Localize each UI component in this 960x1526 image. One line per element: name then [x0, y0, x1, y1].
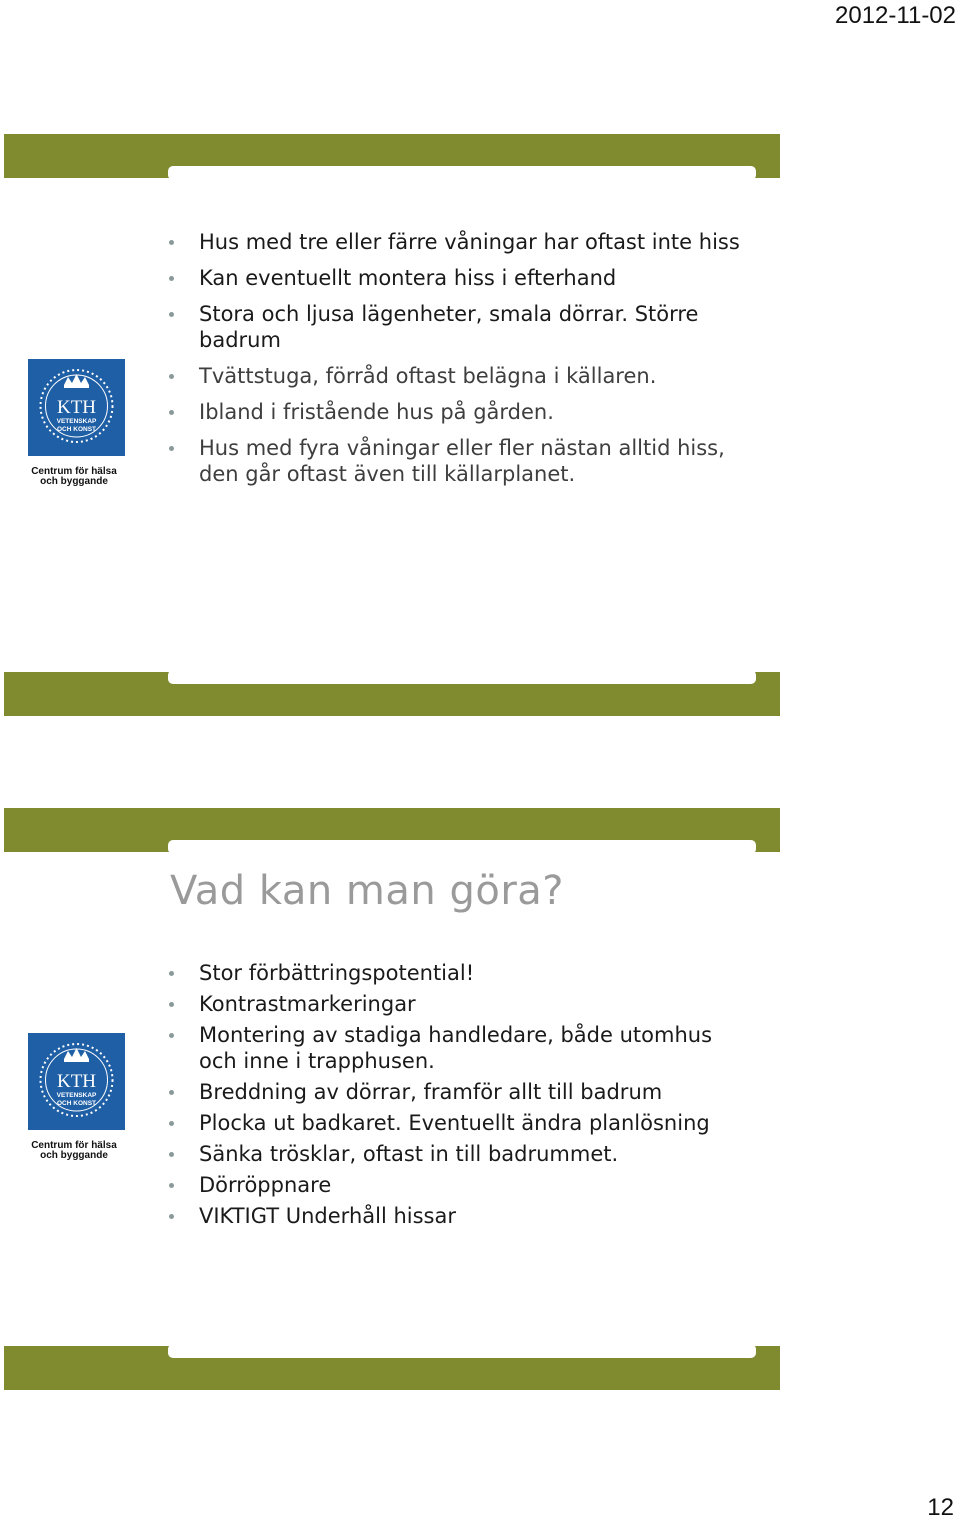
bullet-item: Tvättstuga, förråd oftast belägna i källaren.	[166, 363, 746, 389]
logo-line1: VETENSKAP	[56, 1092, 97, 1099]
logo-wordmark: KTH	[56, 1071, 97, 1092]
logo-caption-line1: Centrum för hälsa	[31, 466, 117, 477]
bullet-item: Hus med tre eller färre våningar har oftast inte hiss	[166, 229, 746, 255]
kth-crest-icon	[28, 359, 125, 456]
logo-caption	[28, 467, 120, 487]
slide-1-bullet-list	[166, 229, 746, 497]
kth-logo	[28, 359, 126, 487]
bullet-item: Dörröppnare	[166, 1172, 746, 1198]
logo-caption-line2: och byggande	[40, 1150, 108, 1161]
bullet-item: Kontrastmarkeringar	[166, 991, 746, 1017]
logo-caption-line1: Centrum för hälsa	[31, 1140, 117, 1151]
bullet-item: Sänka trösklar, oftast in till badrummet.	[166, 1141, 746, 1167]
logo-caption-line2: och byggande	[40, 476, 108, 487]
slide-1	[4, 134, 780, 716]
logo-line2: OCH KONST	[57, 426, 96, 433]
slide-top-bar	[4, 808, 780, 852]
slide-2	[4, 808, 780, 1390]
kth-crest-icon	[28, 1033, 125, 1130]
logo-line1: VETENSKAP	[56, 418, 97, 425]
slide-2-bullet-list	[166, 960, 746, 1234]
bullet-item: Kan eventuellt montera hiss i efterhand	[166, 265, 746, 291]
logo-caption	[28, 1141, 120, 1161]
slide-bottom-bar	[4, 672, 780, 716]
bullet-item: Montering av stadiga handledare, både utomhus och inne i trapphusen.	[166, 1022, 746, 1074]
page-date: 2012-11-02	[835, 2, 956, 29]
bullet-item: Hus med fyra våningar eller fler nästan alltid hiss, den går oftast även till källarplanet.	[166, 435, 746, 487]
logo-line2: OCH KONST	[57, 1100, 96, 1107]
page-number: 12	[927, 1494, 954, 1521]
bullet-item: Ibland i fristående hus på gården.	[166, 399, 746, 425]
bullet-item: Stor förbättringspotential!	[166, 960, 746, 986]
slide-title: Vad kan man göra?	[170, 868, 565, 914]
bullet-item: Plocka ut badkaret. Eventuellt ändra planlösning	[166, 1110, 746, 1136]
bullet-item: Breddning av dörrar, framför allt till badrum	[166, 1079, 746, 1105]
logo-wordmark: KTH	[56, 397, 97, 418]
bullet-item: VIKTIGT Underhåll hissar	[166, 1203, 746, 1229]
slide-bottom-bar	[4, 1346, 780, 1390]
kth-logo	[28, 1033, 126, 1161]
slide-top-bar	[4, 134, 780, 178]
bullet-item: Stora och ljusa lägenheter, smala dörrar. Större badrum	[166, 301, 746, 353]
